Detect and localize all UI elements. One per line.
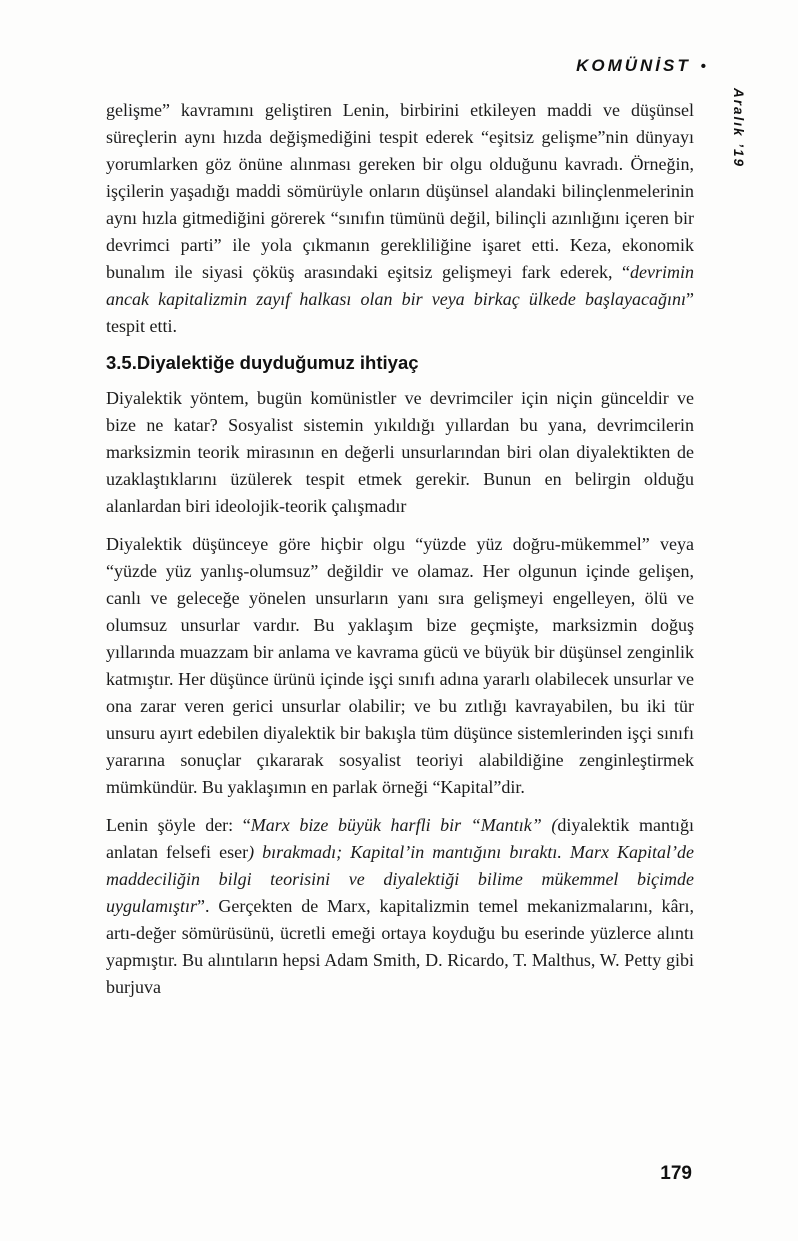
quoted-italic-segment: devrimin ancak kapitalizmin zayıf halkası olan bir veya birkaç ülkede başlayacağını [106,262,694,309]
paragraph-continuation [106,97,694,340]
issue-date: Aralık ’19 [731,88,746,169]
quoted-italic-segment: ) bırakmadı; Kapital’in mantığını bıraktı. Marx Kapital’de maddeciliğin bilgi teorisini ve diyalektiği bilime mükemmel biçimde uygulamıştır [106,842,695,916]
journal-title: KOMÜNİST [576,56,691,75]
text-segment: ” tespit etti. [106,289,694,336]
text-segment: Lenin şöyle der: “ [106,815,251,835]
paragraph: Diyalektik düşünceye göre hiçbir olgu “yüzde yüz doğru-mükemmel” veya “yüzde yüz yanlış-olumsuz” değildir ve olamaz. Her olgunun içinde gelişen, canlı ve geleceğe yönelen unsurların yanı sıra gelişmeyi engelleyen, ölü ve olumsuz unsurlar vardır. Bu yaklaşım bize geçmişte, marksizmin doğuş yıllarında muazzam bir anlama ve kavrama gücü ve büyük bir düşünsel zenginlik katmıştır. Her düşünce ürünü içinde işçi sınıfı adına yararlı olabilecek unsurlar ve ona zarar veren gerici unsurlar olabilir; ve bu zıtlığı kavrayabilen, bu iki tür unsuru ayırt edebilen diyalektik bir bakışla tüm düşünce sistemlerinden işçi sınıfı yararına sonuçlar çıkararak sosyalist teoriyi alabildiğine zenginleştirmek mümkündür. Bu yaklaşımın en parlak örneği “Kapital”dir. [106,534,694,797]
section-heading: 3.5.Diyalektiğe duyduğumuz ihtiyaç [106,352,419,373]
text-segment: ”. Gerçekten de Marx, kapitalizmin temel mekanizmalarını, kârı, artı-değer sömürüsünü, ücretli emeği ortaya koyduğu bu eserinde yüzlerce alıntı yapmıştır. Bu alıntıların hepsi Adam Smith, D. Ricardo, T. Malthus, W. Petty gibi burjuva [106,896,694,997]
bullet-icon: • [700,57,706,75]
quoted-italic-segment: Marx bize büyük harfli bir “Mantık” ( [250,815,558,835]
parenthetical-segment: diyalektik mantığı anlatan felsefi eser [106,815,694,862]
paragraph-quote [106,812,694,1001]
running-head [576,56,706,76]
page-number: 179 [660,1163,692,1184]
article-body [106,97,694,1001]
paragraph: Diyalektik yöntem, bugün komünistler ve devrimciler için niçin günceldir ve bize ne katar? Sosyalist sistemin yıkıldığı yıllardan bu yana, devrimcilerin marksizmin teorik mirasının en değerli unsurlarından biri olan diyalektikten de uzaklaştıklarını üzülerek tespit etmek gerekir. Bunun en belirgin olduğu alanlardan biri ideolojik-teorik çalışmadır [106,388,694,516]
text-segment: gelişme” kavramını geliştiren Lenin, birbirini etkileyen maddi ve düşünsel süreçlerin aynı hızda değişmediğini tespit ederek “eşitsiz gelişme”nin dünyayı yorumlarken göz önüne alınması gereken bir olgu olduğunu kavradı. Örneğin, işçilerin yaşadığı maddi sömürüyle onların düşünsel alandaki bilinçlenmelerinin aynı hızla gitmediğini görerek “sınıfın tümünü değil, bilinçli azınlığını içeren bir devrimci parti” ile yola çıkmanın gerekliliğine işaret etti. Keza, ekonomik bunalım ile siyasi çöküş arasındaki eşitsiz gelişmeyi fark ederek, “ [106,100,694,282]
